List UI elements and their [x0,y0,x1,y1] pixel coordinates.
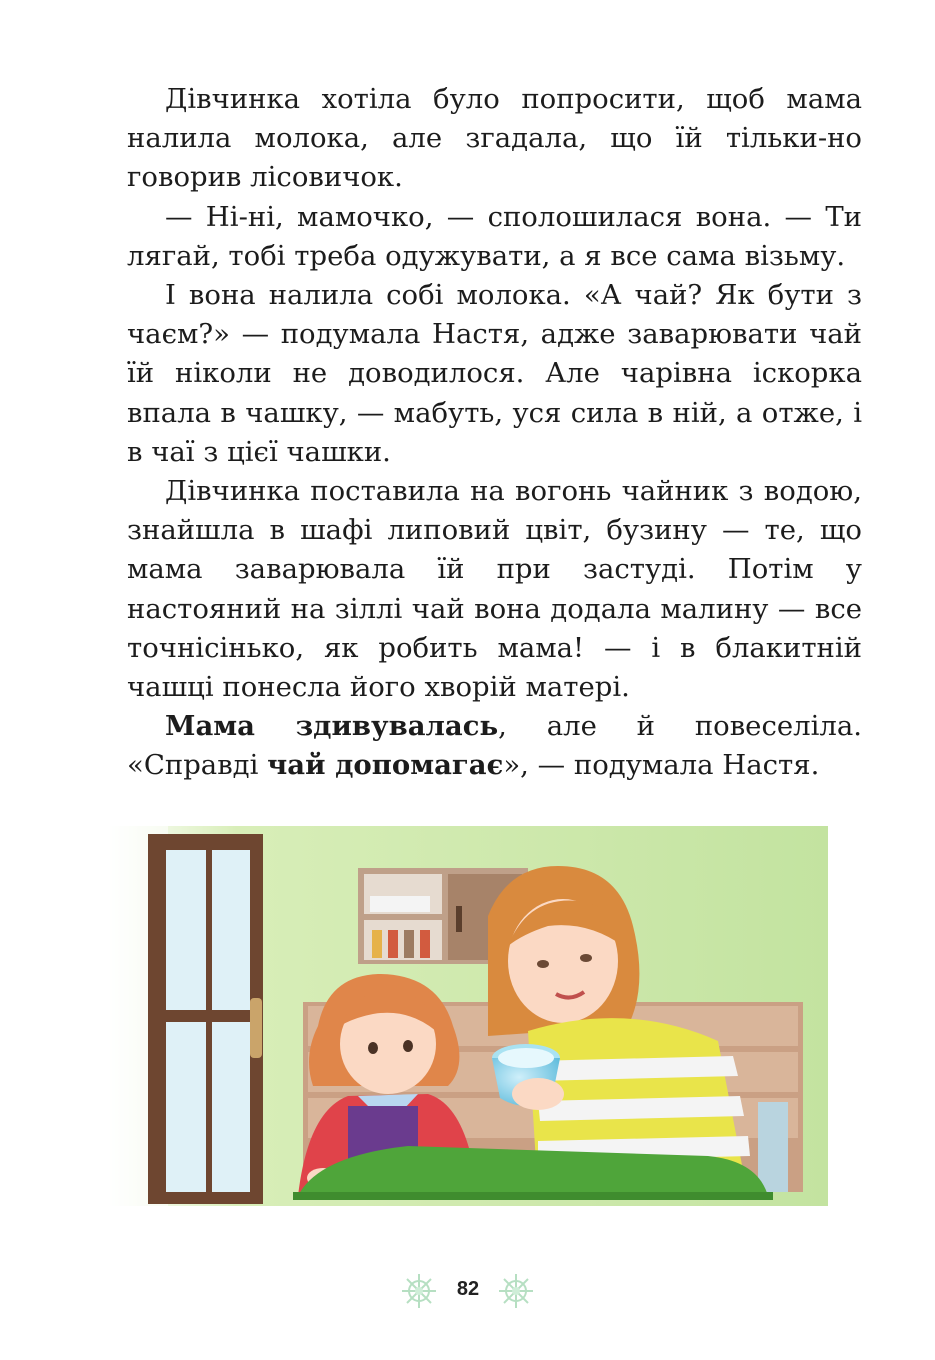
page-footer [0,1268,935,1314]
paragraph-3: І вона налила собі молока. «А чай? Як бути з чаєм?» — подумала Настя, адже заварювати чай їй ніколи не доводилося. Але чарівна іскорка впала в чашку, — мабуть, уся сила в ній, а отже, і в чаї з цієї чашки. [127,279,862,468]
bold-phrase-tea: чай допомагає [267,749,504,782]
paragraph-4: Дівчинка поставила на вогонь чайник з водою, знайшла в шафі липовий цвіт, бузину — те, що мама заварювала їй при застуді. Потім у настояний на зіллі чай вона додала малину — все точнісінько, як робить мама! — і в блакитній чашці понесла його хворій матері. [127,475,862,704]
snowflake-ornament-right-icon [497,1272,535,1310]
story-text [127,80,862,786]
page-number: 82 [456,1278,480,1300]
paragraph-2: — Ні-ні, мамочко, — сполошилася вона. — Ти лягай, тобі треба одужувати, а я все сама візьму. [127,200,862,272]
paragraph-5 [127,707,862,785]
paragraph-5-text-1: , але й повеселіла. «Справді [127,710,863,782]
snowflake-ornament-left-icon [400,1272,438,1310]
bold-phrase-mama: Мама здивувалась [165,710,499,743]
illustration [108,826,828,1206]
window [148,834,263,1204]
paragraph-1: Дівчинка хотіла було попросити, щоб мама налила молока, але згадала, що їй тільки-но говорив лісовичок. [127,83,862,194]
paragraph-5-text-2: », — подумала Настя. [503,749,820,782]
